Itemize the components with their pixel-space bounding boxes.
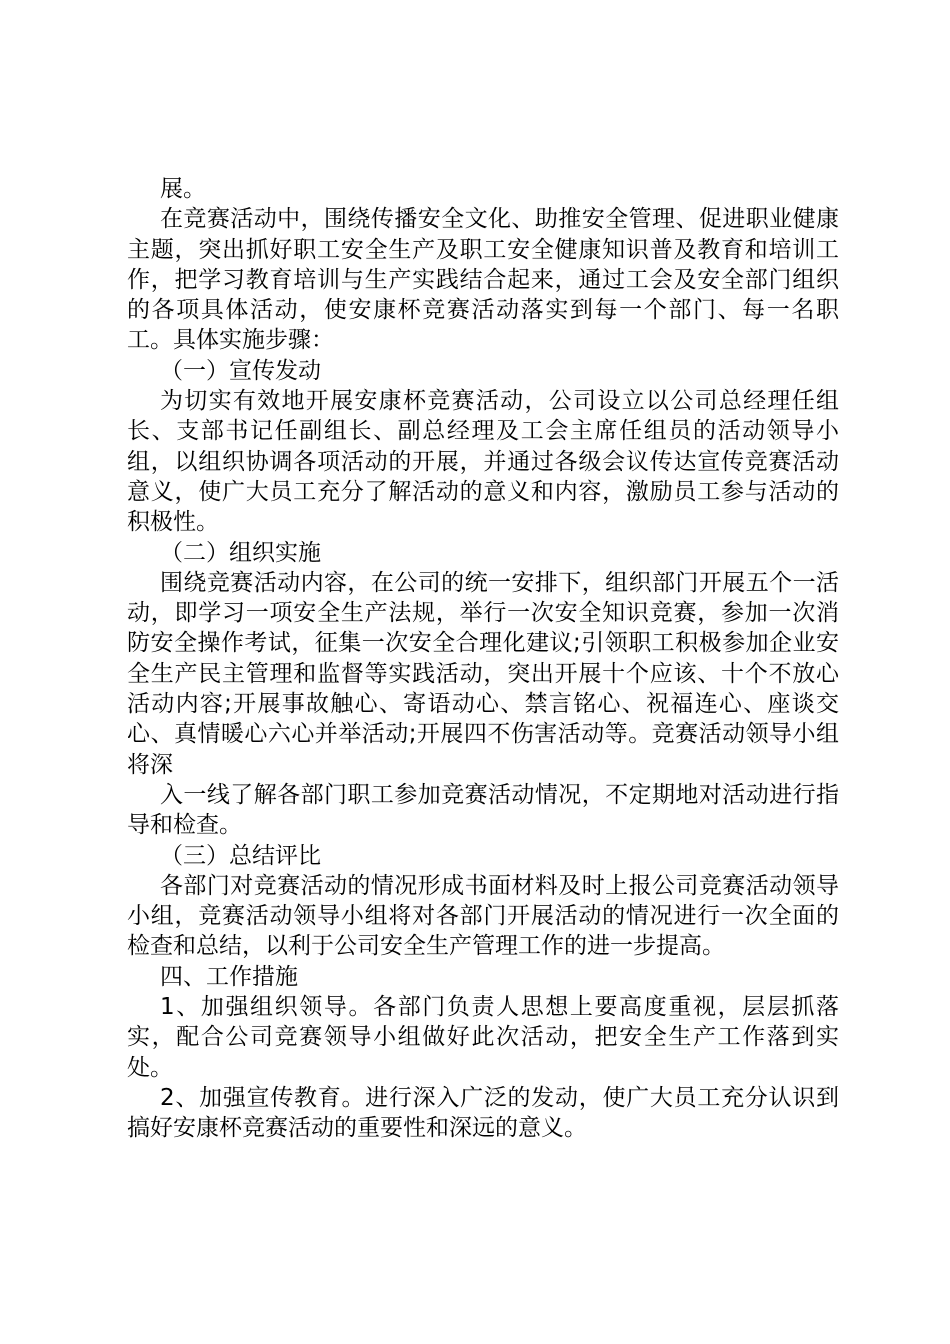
paragraph-evaluation: 各部门对竞赛活动的情况形成书面材料及时上报公司竞赛活动领导小组，竞赛活动领导小组将对各部门开展活动的情况进行一次全面的检查和总结，以利于公司安全生产管理工作的进一步提高。 — [127, 872, 839, 960]
paragraph-intro: 在竞赛活动中，围绕传播安全文化、助推安全管理、促进职业健康主题，突出抓好职工安全生产及职工安全健康知识普及教育和培训工作，把学习教育培训与生产实践结合起来，通过工会及安全部门组织的各项具体活动，使安康杯竞赛活动落实到每一个部门、每一名职工。具体实施步骤： — [127, 206, 839, 354]
section-heading-evaluation: （三）总结评比 — [160, 842, 321, 869]
paragraph-implementation: 围绕竞赛活动内容，在公司的统一安排下，组织部门开展五个一活动，即学习一项安全生产法规，举行一次安全知识竞赛，参加一次消防安全操作考试，征集一次安全合理化建议;引领职工积极参加企业安全生产民主管理和监督等实践活动，突出开展十个应该、十个不放心活动内容;开展事故触心、寄语动心、禁言铭心、祝福连心、座谈交心、真情暖心六心并举活动;开展四不伤害活动等。竞赛活动领导小组将深 — [127, 569, 839, 778]
paragraph-measure-2: 2、加强宣传教育。进行深入广泛的发动，使广大员工充分认识到搞好安康杯竞赛活动的重要性和深远的意义。 — [127, 1084, 839, 1142]
paragraph-inspection: 入一线了解各部门职工参加竞赛活动情况，不定期地对活动进行指导和检查。 — [127, 781, 839, 839]
paragraph-continuation: 展。 — [160, 176, 206, 202]
section-heading-publicity: （一）宣传发动 — [160, 357, 321, 384]
section-heading-implementation: （二）组织实施 — [160, 539, 321, 566]
paragraph-publicity: 为切实有效地开展安康杯竞赛活动，公司设立以公司总经理任组长、支部书记任副组长、副总经理及工会主席任组员的活动领导小组，以组织协调各项活动的开展，并通过各级会议传达宣传竞赛活动意义，使广大员工充分了解活动的意义和内容，激励员工参与活动的积极性。 — [127, 388, 839, 536]
document-body — [127, 174, 839, 1144]
section-heading-measures: 四、工作措施 — [160, 963, 298, 990]
paragraph-measure-1: 1、加强组织领导。各部门负责人思想上要高度重视，层层抓落实，配合公司竞赛领导小组做好此次活动，把安全生产工作落到实处。 — [127, 994, 839, 1081]
